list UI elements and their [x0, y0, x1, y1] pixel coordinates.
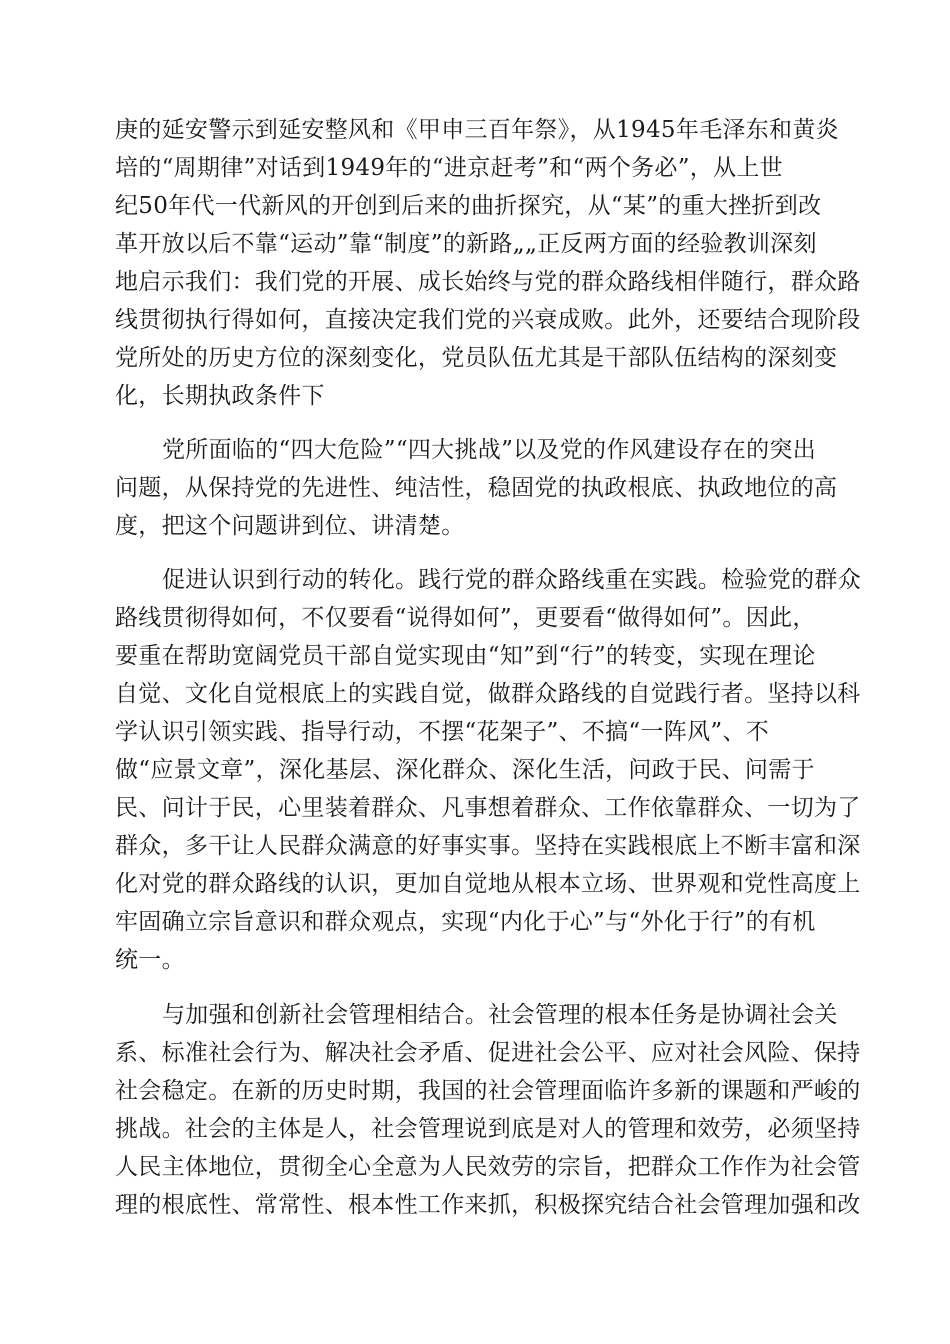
text-line: 党所处的历史方位的深刻变化，党员队伍尤其是干部队伍结构的深刻变: [115, 345, 838, 371]
text-line: 线贯彻执行得如何，直接决定我们党的兴衰成败。此外，还要结合现阶段: [115, 307, 861, 333]
text-line: 民、问计于民，心里装着群众、凡事想着群众、工作依靠群众、一切为了: [115, 795, 861, 821]
text-line: 促进认识到行动的转化。践行党的群众路线重在实践。检验党的群众: [162, 567, 861, 593]
text-line: 学认识引领实践、指导行动，不摆“花架子”、不搞“一阵风”、不: [115, 719, 770, 745]
text-line: 要重在帮助宽阔党员干部自觉实现由“知”到“行”的转变，实现在理论: [115, 643, 816, 669]
text-line: 路线贯彻得如何，不仅要看“说得如何”，更要看“做得如何”。因此，: [115, 605, 816, 631]
text-line: 自觉、文化自觉根底上的实践自觉，做群众路线的自觉践行者。坚持以科: [115, 681, 861, 707]
text-line: 人民主体地位，贯彻全心全意为人民效劳的宗旨，把群众工作作为社会管: [115, 1154, 861, 1180]
text-line: 纪50年代一代新风的开创到后来的曲折探究，从“某”的重大挫折到改: [115, 193, 822, 219]
text-line: 问题，从保持党的先进性、纯洁性，稳固党的执政根底、执政地位的高: [115, 475, 838, 501]
text-line: 群众，多干让人民群众满意的好事实事。坚持在实践根底上不断丰富和深: [115, 833, 861, 859]
text-line: 化对党的群众路线的认识，更加自觉地从根本立场、世界观和党性高度上: [115, 871, 861, 897]
text-line: 培的“周期律”对话到1949年的“进京赶考”和“两个务必”，从上世: [115, 155, 783, 181]
text-line: 做“应景文章”，深化基层、深化群众、深化生活，问政于民、问需于: [115, 757, 815, 783]
text-line: 系、标准社会行为、解决社会矛盾、促进社会公平、应对社会风险、保持: [115, 1040, 861, 1066]
text-line: 地启示我们：我们党的开展、成长始终与党的群众路线相伴随行，群众路: [115, 269, 861, 295]
text-line: 理的根底性、常常性、根本性工作来抓，积极探究结合社会管理加强和改: [115, 1192, 861, 1218]
text-line: 化，长期执政条件下: [115, 383, 325, 409]
text-line: 度，把这个问题讲到位、讲清楚。: [115, 513, 465, 539]
text-line: 庚的延安警示到延安整风和《甲申三百年祭》，从1945年毛泽东和黄炎: [115, 117, 839, 143]
text-line: 牢固确立宗旨意识和群众观点，实现“内化于心”与“外化于行”的有机: [115, 909, 816, 935]
text-line: 社会稳定。在新的历史时期，我国的社会管理面临许多新的课题和严峻的: [115, 1078, 861, 1104]
text-line: 统一。: [115, 947, 185, 973]
text-line: 挑战。社会的主体是人，社会管理说到底是对人的管理和效劳，必须坚持: [115, 1116, 861, 1142]
text-line: 革开放以后不靠“运动”靠“制度”的新路„„正反两方面的经验教训深刻: [115, 231, 817, 257]
text-line: 与加强和创新社会管理相结合。社会管理的根本任务是协调社会关: [162, 1002, 838, 1028]
text-line: 党所面临的“四大危险”“四大挑战”以及党的作风建设存在的突出: [162, 437, 817, 463]
